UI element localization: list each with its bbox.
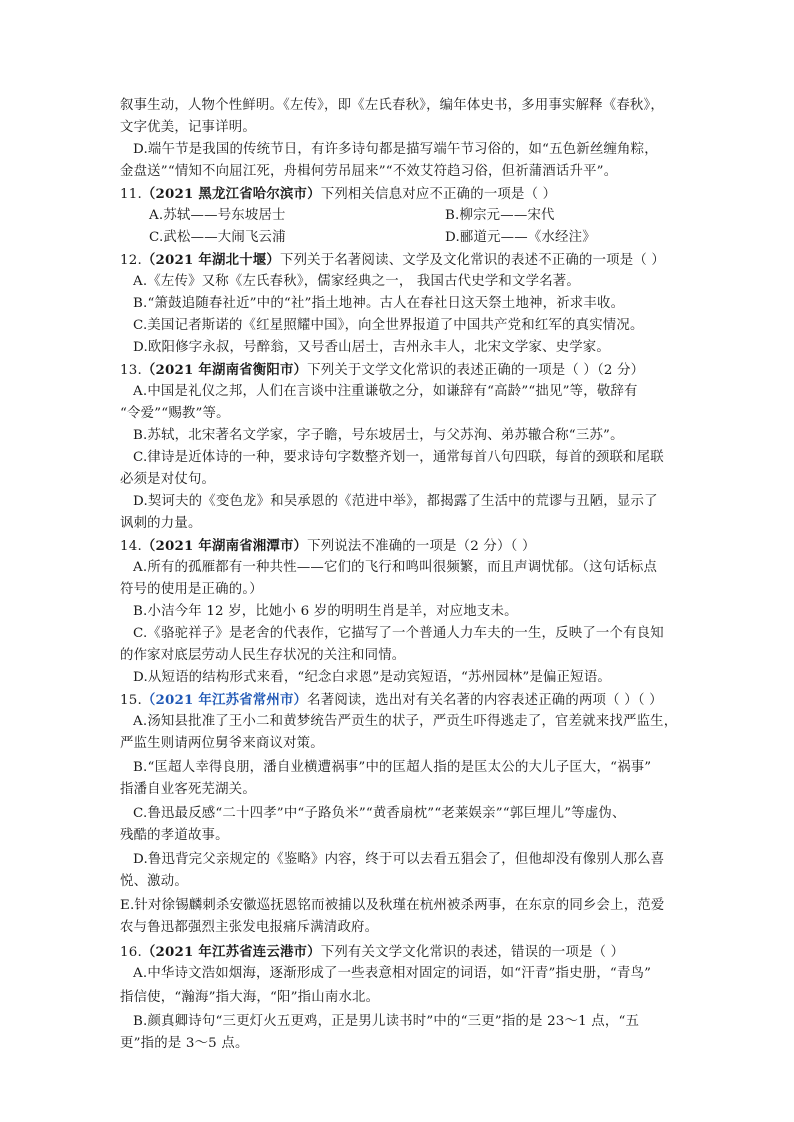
option-a: A.所有的孤雁都有一种共性——它们的飞行和鸣叫很频繁，而且声调忧郁。（这句话标点 [133,560,658,575]
question-number: 15. [120,693,142,708]
option-d: D.郦道元——《水经注》 [445,230,596,245]
option-c: C.鲁迅最反感“二十四孝”中“子路负米”“黄香扇枕”“老莱娱亲”“郭巨埋儿”等虚伪、 [133,806,626,821]
question-number: 12. [120,253,142,268]
option-b: B.“匡超人幸得良朋，潘自业横遭祸事”中的匡超人指的是匡太公的大儿子匡大，“祸事” [133,760,652,775]
option-b: B.苏轼，北宋著名文学家，字子瞻，号东坡居士，与父苏洵、弟苏辙合称“三苏”。 [133,428,624,443]
option-d-cont: 讽刺的力量。 [120,516,202,531]
question-16-stem [120,943,624,962]
question-source: （2021 黑龙江省哈尔滨市） [141,186,321,202]
question-number: 11. [120,187,142,202]
option-d-cont: 悦、激动。 [120,874,188,889]
question-text: 下列关于文学文化常识的表述正确的一项是（ ）（2 分） [307,363,645,378]
question-number: 16. [120,945,142,960]
intro-text-line: 文字优美，记事详明。 [120,120,256,135]
question-number: 14. [120,539,142,554]
question-14-stem [120,537,536,556]
question-source: （2021 年江苏省连云港市） [141,944,321,960]
option-b-cont: 指潘自业客死芜湖关。 [120,782,256,797]
question-text: 下列相关信息对应不正确的一项是（ ） [320,187,557,202]
question-text: 下列有关文学文化常识的表述，错误的一项是（ ） [320,945,625,960]
option-c-cont: 的作家对底层劳动人民生存状况的关注和同情。 [120,648,406,663]
option-b: B.小洁今年 12 岁，比她小 6 岁的明明生肖是羊，对应地支未。 [133,604,518,619]
question-text: 下列关于名著阅读、文学及文化常识的表述不正确的一项是（ ） [279,253,665,268]
question-source: （2021 年湖南省衡阳市） [141,362,308,378]
option-a: A.中国是礼仪之邦，人们在言谈中注重谦敬之分，如谦辞有“高龄”“拙见”等，敬辞有 [133,384,638,399]
option-c: C.《骆驼祥子》是老舍的代表作，它描写了一个普通人力车夫的一生，反映了一个有良知 [133,626,664,641]
option-b: B.“箫鼓追随春社近”中的“社”指土地神。古人在春社日这天祭土地神，祈求丰收。 [133,296,625,311]
question-source: （2021 年湖南省湘潭市） [141,538,308,554]
option-e: E.针对徐锡麟刺杀安徽巡抚恩铭而被捕以及秋瑾在杭州被杀两事，在东京的同乡会上，范爱 [120,898,665,913]
option-a-cont: 严监生则请两位舅爷来商议对策。 [120,736,324,751]
option-d-line: 金盘送”“情知不向屈江死，舟楫何劳吊屈来”“不效艾符趋习俗，但祈蒲酒话升平”。 [120,164,618,179]
option-a-cont: “令爱”“赐教”等。 [120,406,230,421]
option-d: D.从短语的结构形式来看，“纪念白求恩”是动宾短语，“苏州园林”是偏正短语。 [133,670,611,685]
option-c-cont: 残酷的孝道故事。 [120,828,229,843]
question-15-stem [120,691,663,710]
option-a: A.汤知县批准了王小二和黄梦统告严贡生的状子，严贡生吓得逃走了，官差就来找严监生， [133,714,678,729]
question-source: （2021 年湖北十堰） [141,252,280,268]
question-11-stem [120,185,556,204]
option-d: D.鲁迅背完父亲规定的《鉴略》内容，终于可以去看五猖会了，但他却没有像别人那么喜 [133,852,665,867]
option-a: A.中华诗文浩如烟海，逐渐形成了一些表意相对固定的词语，如“汗青”指史册，“青鸟” [133,966,652,981]
intro-text-line: 叙事生动，人物个性鲜明。《左传》，即《左氏春秋》，编年体史书，多用事实解释《春秋》， [120,98,665,113]
question-source: （2021 年江苏省常州市） [141,692,308,708]
question-13-stem [120,361,644,380]
option-d: D.欧阳修字永叔，号醉翁，又号香山居士，吉州永丰人，北宋文学家、史学家。 [133,340,610,355]
option-a-cont: 符号的使用是正确的。） [120,582,263,597]
option-b: B.柳宗元——宋代 [445,208,555,223]
option-a-cont: 指信使，“瀚海”指大海，“阳”指山南水北。 [120,990,380,1005]
question-text: 下列说法不准确的一项是（2 分）（ ） [307,539,536,554]
option-b: B.颜真卿诗句“三更灯火五更鸡，正是男儿读书时”中的“三更”指的是 23～1 点，“五 [133,1014,640,1029]
option-c: C.律诗是近体诗的一种，要求诗句字数整齐划一，通常每首八句四联，每首的颈联和尾联 [133,450,664,465]
option-c: C.武松——大闹飞云浦 [149,230,286,245]
option-c: C.美国记者斯诺的《红星照耀中国》，向全世界报道了中国共产党和红军的真实情况。 [133,318,644,333]
option-a: A.《左传》又称《左氏春秋》，儒家经典之一， 我国古代史学和文学名著。 [133,274,580,289]
option-a: A.苏轼——号东坡居士 [149,208,286,223]
question-12-stem [120,251,665,270]
option-b-cont: 更”指的是 3～5 点。 [120,1036,249,1051]
option-e-cont: 农与鲁迅都强烈主张发电报痛斥满清政府。 [120,920,379,935]
question-text: 名著阅读，选出对有关名著的内容表述正确的两项（ ）（ ） [307,693,663,708]
option-d: D.契诃夫的《变色龙》和吴承恩的《范进中举》，都揭露了生活中的荒谬与丑陋，显示了 [133,494,658,509]
option-c-cont: 必须是对仗句。 [120,472,216,487]
question-number: 13. [120,363,142,378]
option-d-line: D.端午节是我国的传统节日，有许多诗句都是描写端午节习俗的，如“五色新丝缠角粽， [133,142,658,157]
